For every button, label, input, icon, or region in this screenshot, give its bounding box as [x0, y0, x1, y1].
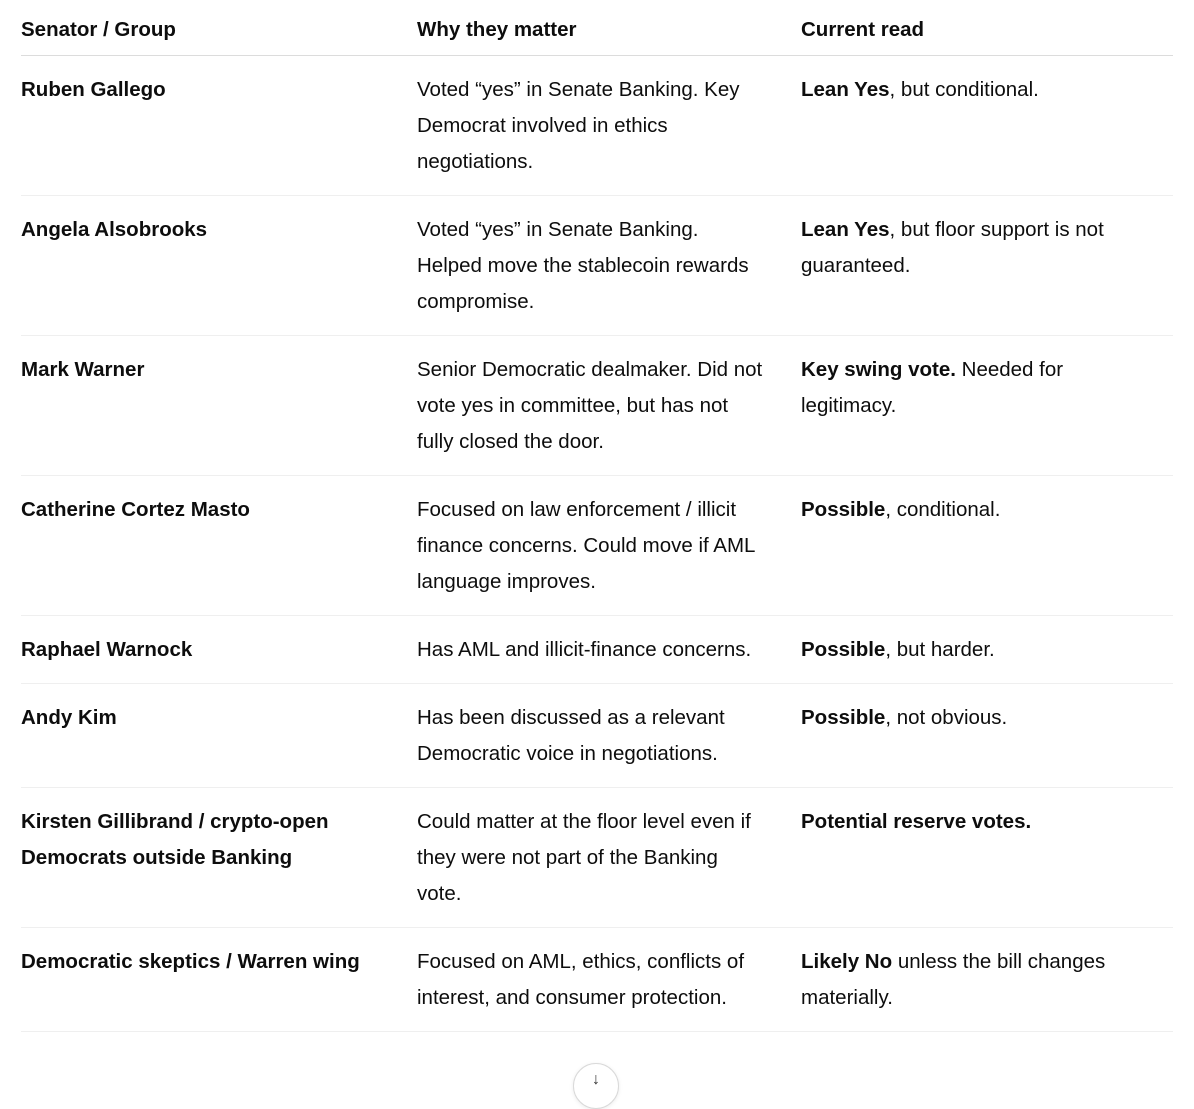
current-read-detail: , but floor support is not guaranteed. — [801, 218, 1104, 277]
senator-name: Andy Kim — [21, 684, 417, 788]
column-header-why: Why they matter — [417, 0, 801, 56]
current-read — [801, 476, 1173, 616]
why-they-matter: Focused on AML, ethics, conflicts of interest, and consumer protection. — [417, 928, 801, 1032]
table-row — [21, 616, 1173, 684]
table-row — [21, 684, 1173, 788]
why-they-matter: Focused on law enforcement / illicit finance concerns. Could move if AML language improves. — [417, 476, 801, 616]
current-read-detail: , not obvious. — [885, 706, 1008, 729]
current-read-verdict: Potential reserve votes. — [801, 810, 1032, 833]
table-row — [21, 788, 1173, 928]
current-read — [801, 684, 1173, 788]
table-body — [21, 56, 1173, 1032]
current-read-verdict: Lean Yes — [801, 78, 890, 101]
why-they-matter: Senior Democratic dealmaker. Did not vote yes in committee, but has not fully closed the door. — [417, 336, 801, 476]
table-header-row — [21, 0, 1173, 56]
senator-table — [21, 0, 1173, 1032]
table-row — [21, 336, 1173, 476]
senator-table-container — [21, 0, 1173, 1032]
table-row — [21, 928, 1173, 1032]
senator-name: Raphael Warnock — [21, 616, 417, 684]
why-they-matter: Voted “yes” in Senate Banking. Helped move the stablecoin rewards compromise. — [417, 196, 801, 336]
current-read-verdict: Lean Yes — [801, 218, 890, 241]
scroll-to-bottom-button[interactable] — [573, 1063, 619, 1109]
current-read — [801, 56, 1173, 196]
senator-name: Angela Alsobrooks — [21, 196, 417, 336]
current-read-detail: , but conditional. — [889, 78, 1039, 101]
current-read-detail: , conditional. — [885, 498, 1001, 521]
current-read — [801, 196, 1173, 336]
senator-name: Mark Warner — [21, 336, 417, 476]
senator-name: Catherine Cortez Masto — [21, 476, 417, 616]
current-read-verdict: Possible — [801, 638, 886, 661]
current-read — [801, 616, 1173, 684]
senator-name: Kirsten Gillibrand / crypto-open Democrats outside Banking — [21, 788, 417, 928]
current-read-verdict: Possible — [801, 706, 886, 729]
senator-name: Ruben Gallego — [21, 56, 417, 196]
why-they-matter: Has been discussed as a relevant Democratic voice in negotiations. — [417, 684, 801, 788]
why-they-matter: Has AML and illicit-finance concerns. — [417, 616, 801, 684]
table-row — [21, 476, 1173, 616]
current-read — [801, 928, 1173, 1032]
current-read-detail: Needed for legitimacy. — [801, 358, 1064, 417]
column-header-senator: Senator / Group — [21, 0, 417, 56]
current-read — [801, 788, 1173, 928]
current-read-verdict: Possible — [801, 498, 886, 521]
current-read — [801, 336, 1173, 476]
senator-name: Democratic skeptics / Warren wing — [21, 928, 417, 1032]
arrow-down-icon: ↓ — [592, 1071, 600, 1088]
why-they-matter: Could matter at the floor level even if they were not part of the Banking vote. — [417, 788, 801, 928]
current-read-verdict: Key swing vote. — [801, 358, 956, 381]
current-read-detail: unless the bill changes materially. — [801, 950, 1106, 1009]
current-read-detail: , but harder. — [885, 638, 995, 661]
table-row — [21, 196, 1173, 336]
table-row — [21, 56, 1173, 196]
column-header-read: Current read — [801, 0, 1173, 56]
why-they-matter: Voted “yes” in Senate Banking. Key Democrat involved in ethics negotiations. — [417, 56, 801, 196]
current-read-verdict: Likely No — [801, 950, 893, 973]
